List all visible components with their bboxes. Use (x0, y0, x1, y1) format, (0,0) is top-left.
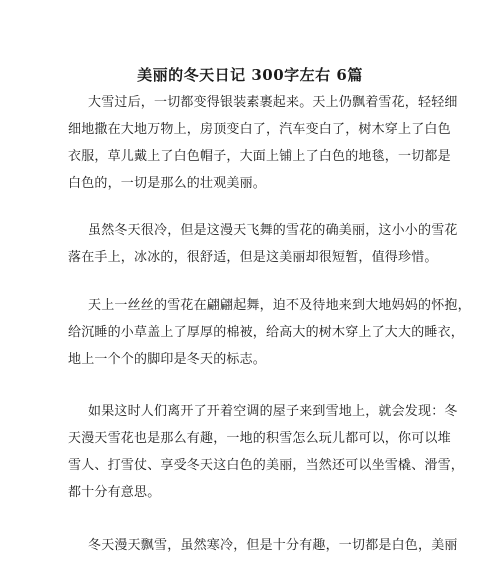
paragraph-5 (88, 532, 458, 559)
paragraph-line: 如果这时人们离开了开着空调的屋子来到雪地上，就会发现：冬 (88, 404, 458, 419)
document-title: 美丽的冬天日记 300字左右 6篇 (137, 66, 363, 84)
paragraph-line: 都十分有意思。 (68, 485, 161, 500)
paragraph-line: 天上一丝丝的雪花在翩翩起舞，迫不及待地来到大地妈妈的怀抱， (88, 298, 471, 313)
paragraph-line: 细地撒在大地万物上，房顶变白了，汽车变白了，树木穿上了白色 (68, 122, 451, 137)
paragraph-4 (68, 398, 465, 506)
paragraph-line: 落在手上，冰冰的，很舒适，但是这美丽却很短暂，值得珍惜。 (68, 250, 438, 265)
paragraph-line: 雪人、打雪仗、享受冬天这白色的美丽，当然还可以坐雪橇、滑雪， (68, 458, 465, 473)
paragraph-line: 地上一个个的脚印是冬天的标志。 (68, 352, 267, 367)
paragraph-line: 虽然冬天很冷，但是这漫天飞舞的雪花的确美丽，这小小的雪花 (88, 223, 458, 238)
paragraph-line: 大雪过后，一切都变得银装素裹起来。天上仍飘着雪花，轻轻细 (88, 95, 458, 110)
paragraph-line: 衣服，草儿戴上了白色帽子，大面上铺上了白色的地毯，一切都是 (68, 149, 451, 164)
paragraph-line: 天漫天雪花也是那么有趣，一地的积雪怎么玩儿都可以，你可以堆 (68, 431, 451, 446)
paragraph-1 (68, 89, 458, 197)
paragraph-line: 给沉睡的小草盖上了厚厚的棉被，给高大的树木穿上了大大的睡衣， (68, 325, 465, 340)
paragraph-line: 白色的，一切是那么的壮观美丽。 (68, 176, 267, 191)
paragraph-3 (68, 292, 471, 373)
paragraph-line: 冬天漫天飘雪，虽然寒冷，但是十分有趣，一切都是白色，美丽 (88, 538, 458, 553)
paragraph-2 (68, 217, 458, 271)
